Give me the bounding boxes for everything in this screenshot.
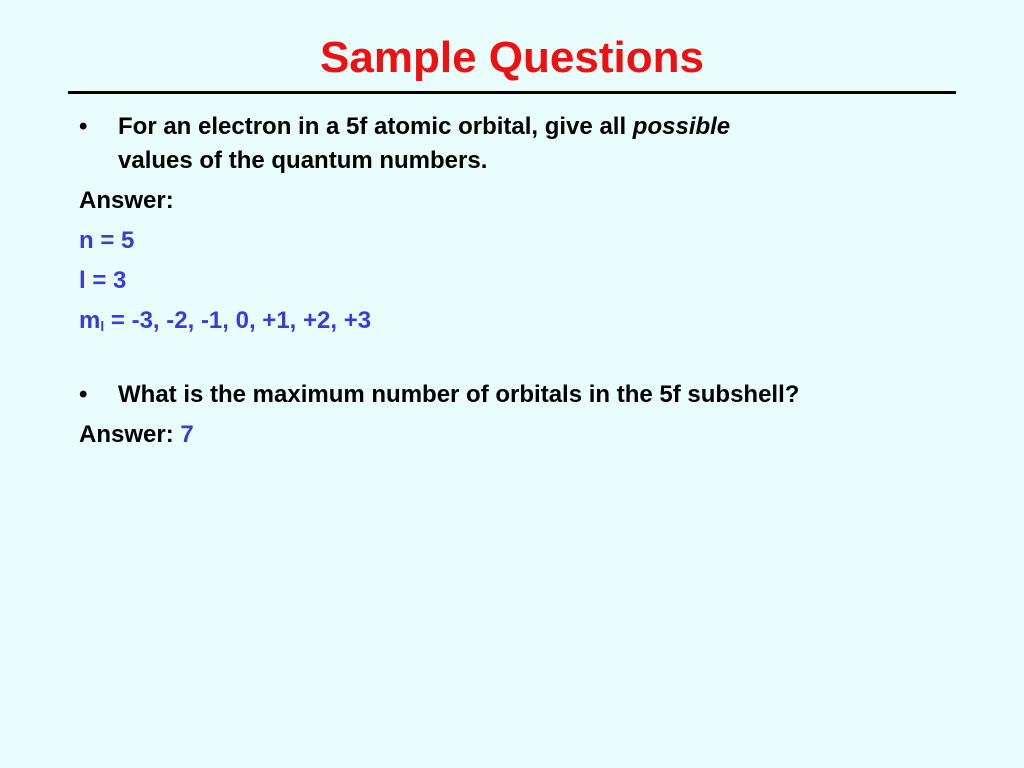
answer-ml bbox=[79, 304, 959, 338]
title-underline bbox=[68, 91, 956, 94]
bullet-icon: • bbox=[79, 381, 88, 408]
answer-2-label: Answer: bbox=[79, 421, 181, 448]
question-1-emphasis: possible bbox=[632, 113, 731, 140]
answer-2-value: 7 bbox=[180, 421, 194, 448]
answer-l: l = 3 bbox=[79, 267, 127, 294]
slide-content bbox=[79, 110, 959, 452]
answer-n: n = 5 bbox=[79, 227, 135, 254]
spacer bbox=[79, 338, 959, 378]
question-1-text-end: values of the quantum numbers. bbox=[118, 147, 488, 174]
question-2-text: What is the maximum number of orbitals in the 5f subshell? bbox=[118, 381, 800, 408]
ml-subscript: l bbox=[100, 318, 105, 334]
question-1-text-start: For an electron in a 5f atomic orbital, give all bbox=[118, 113, 633, 140]
bullet-icon: • bbox=[79, 113, 88, 140]
slide-title: Sample Questions bbox=[320, 33, 704, 82]
ml-symbol: m bbox=[79, 307, 101, 334]
answer-1-label: Answer: bbox=[79, 187, 174, 214]
ml-values: = -3, -2, -1, 0, +1, +2, +3 bbox=[104, 307, 372, 334]
question-1 bbox=[79, 110, 959, 178]
question-2 bbox=[79, 378, 959, 412]
answer-2 bbox=[79, 418, 959, 452]
